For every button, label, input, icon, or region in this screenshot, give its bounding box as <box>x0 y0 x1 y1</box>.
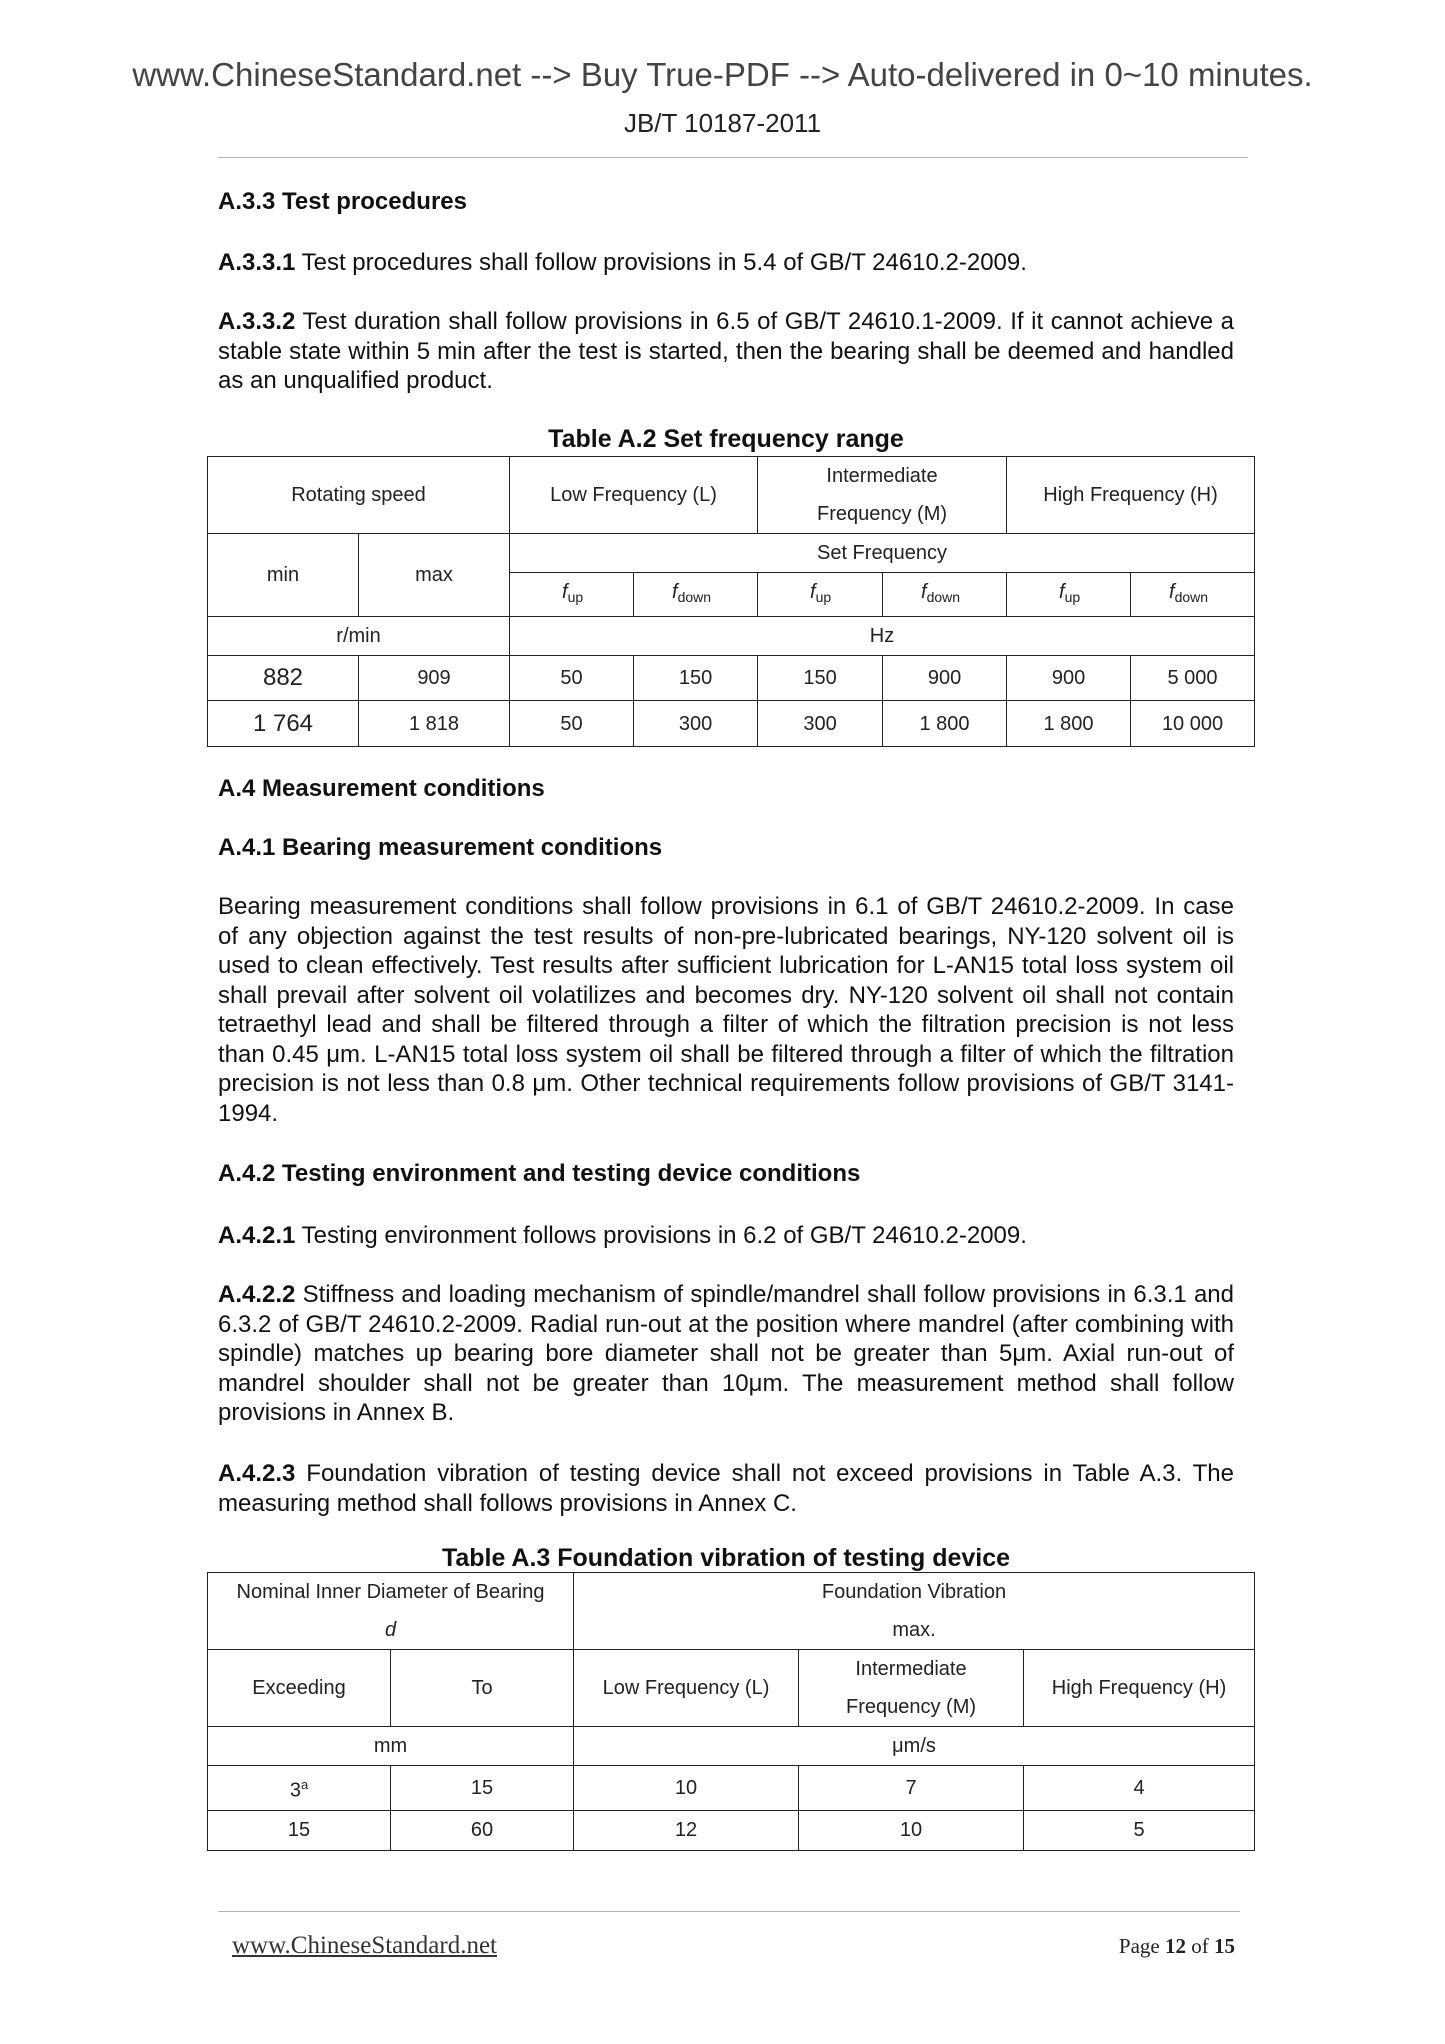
unit-mm: mm <box>208 1727 574 1766</box>
th-low-frequency: Low Frequency (L) <box>510 457 758 534</box>
cell: 4 <box>1024 1766 1255 1811</box>
para-text: Foundation vibration of testing device shall not exceed provisions in Table A.3. The measuring method shall follows provisions in Annex C. <box>218 1460 1234 1517</box>
heading-a41: A.4.1 Bearing measurement conditions <box>218 834 663 861</box>
cell: 10 <box>574 1766 799 1811</box>
para-a423 <box>218 1459 1234 1518</box>
th-nominal-diameter: Nominal Inner Diameter of Bearing d <box>208 1573 574 1650</box>
cell: 1 764 <box>208 701 359 747</box>
cell: 50 <box>510 701 634 747</box>
heading-a33: A.3.3 Test procedures <box>218 188 467 215</box>
th-rotating-speed: Rotating speed <box>208 457 510 534</box>
cell: 909 <box>359 656 510 701</box>
table-a3-caption: Table A.3 Foundation vibration of testing device <box>441 1544 1011 1572</box>
cell: 882 <box>208 656 359 701</box>
para-a422 <box>218 1280 1234 1428</box>
cell: 1 800 <box>883 701 1007 747</box>
th-high-frequency: High Frequency (H) <box>1024 1650 1255 1727</box>
para-a421 <box>218 1221 1234 1251</box>
para-number: A.3.3.1 <box>218 249 296 276</box>
cell: 3$^a$ <box>208 1766 391 1811</box>
th-low-frequency: Low Frequency (L) <box>574 1650 799 1727</box>
para-a41: Bearing measurement conditions shall follow provisions in 6.1 of GB/T 24610.2-2009. In case of any objection against the test results of non-pre-lubricated bearings, NY-120 solvent oil is used to clean effectively. Test results after sufficient lubrication for L-AN15 total loss system oil shall prevail after solvent oil volatilizes and becomes dry. NY-120 solvent oil shall not contain tetraethyl lead and shall be filtered through a filter of which the filtration precision is not less than 0.45 μm. L-AN15 total loss system oil shall be filtered through a filter of which the filtration precision is not less than 0.8 μm. Other technical requirements follow provisions of GB/T 3141-1994. <box>218 893 1234 1127</box>
th-f-up-mid: $f_{up}$ <box>758 573 883 617</box>
cell: 12 <box>574 1810 799 1850</box>
cell: 300 <box>634 701 758 747</box>
para-text: Stiffness and loading mechanism of spindle/mandrel shall follow provisions in 6.3.1 and 6.3.2 of GB/T 24610.2-2009. Radial run-out at the position where mandrel (after combining with spindle) matches up bearing bore diameter shall not be greater than 5μm. Axial run-out of mandrel shoulder shall not be greater than 10μm. The measurement method shall follow provisions in Annex B. <box>218 1281 1234 1426</box>
th-f-down-high: $f_{down}$ <box>1131 573 1255 617</box>
cell: 1 818 <box>359 701 510 747</box>
standard-number: JB/T 10187-2011 <box>623 108 822 138</box>
th-f-up-low: $f_{up}$ <box>510 573 634 617</box>
th-exceeding: Exceeding <box>208 1650 391 1727</box>
para-text: Testing environment follows provisions in 6.2 of GB/T 24610.2-2009. <box>295 1222 1027 1249</box>
para-a332 <box>218 307 1234 396</box>
table-a2 <box>207 456 1255 747</box>
table-row <box>208 656 1255 701</box>
cell: 15 <box>391 1766 574 1811</box>
heading-a4: A.4 Measurement conditions <box>218 775 545 802</box>
para-a331 <box>218 248 1234 278</box>
cell: 15 <box>208 1810 391 1850</box>
cell: 10 <box>799 1810 1024 1850</box>
th-set-frequency: Set Frequency <box>510 534 1255 573</box>
th-to: To <box>391 1650 574 1727</box>
para-number: A.3.3.2 <box>218 308 296 335</box>
header-divider <box>218 157 1248 158</box>
th-intermediate-frequency: Intermediate Frequency (M) <box>799 1650 1024 1727</box>
th-foundation-vibration: Foundation Vibration max. <box>574 1573 1255 1650</box>
footer-divider <box>218 1911 1240 1912</box>
cell: 10 000 <box>1131 701 1255 747</box>
footer-page-number: Page 12 of 15 <box>1118 1934 1235 1958</box>
th-high-frequency: High Frequency (H) <box>1007 457 1255 534</box>
para-number: A.4.2.3 <box>218 1460 296 1487</box>
th-max: max <box>359 534 510 617</box>
para-number: A.4.2.1 <box>218 1222 296 1249</box>
header-banner: www.ChineseStandard.net --> Buy True-PDF --> Auto-delivered in 0~10 minutes. <box>132 56 1313 93</box>
table-row <box>208 1766 1255 1811</box>
table-row <box>208 1810 1255 1850</box>
cell: 1 800 <box>1007 701 1131 747</box>
heading-a42: A.4.2 Testing environment and testing device conditions <box>218 1160 861 1187</box>
cell: 7 <box>799 1766 1024 1811</box>
table-a2-caption: Table A.2 Set frequency range <box>548 425 904 453</box>
para-text: Test procedures shall follow provisions in 5.4 of GB/T 24610.2-2009. <box>295 249 1027 276</box>
cell: 50 <box>510 656 634 701</box>
cell: 150 <box>758 656 883 701</box>
cell: 300 <box>758 701 883 747</box>
th-f-down-low: $f_{down}$ <box>634 573 758 617</box>
para-text: Test duration shall follow provisions in 6.5 of GB/T 24610.1-2009. If it cannot achieve a stable state within 5 min after the test is started, then the bearing shall be deemed and handled as an unqualified product. <box>218 308 1234 394</box>
th-f-up-high: $f_{up}$ <box>1007 573 1131 617</box>
th-min: min <box>208 534 359 617</box>
para-number: A.4.2.2 <box>218 1281 296 1308</box>
cell: 900 <box>1007 656 1131 701</box>
cell: 150 <box>634 656 758 701</box>
cell: 5 <box>1024 1810 1255 1850</box>
th-intermediate-frequency: Intermediate Frequency (M) <box>758 457 1007 534</box>
table-row <box>208 701 1255 747</box>
th-f-down-mid: $f_{down}$ <box>883 573 1007 617</box>
cell: 5 000 <box>1131 656 1255 701</box>
cell: 900 <box>883 656 1007 701</box>
footer-site-link[interactable]: www.ChineseStandard.net <box>232 1932 497 1959</box>
unit-ums: μm/s <box>574 1727 1255 1766</box>
unit-rmin: r/min <box>208 617 510 656</box>
cell: 60 <box>391 1810 574 1850</box>
unit-hz: Hz <box>510 617 1255 656</box>
footnote-mark: a <box>300 1777 309 1792</box>
table-a3 <box>207 1572 1255 1851</box>
